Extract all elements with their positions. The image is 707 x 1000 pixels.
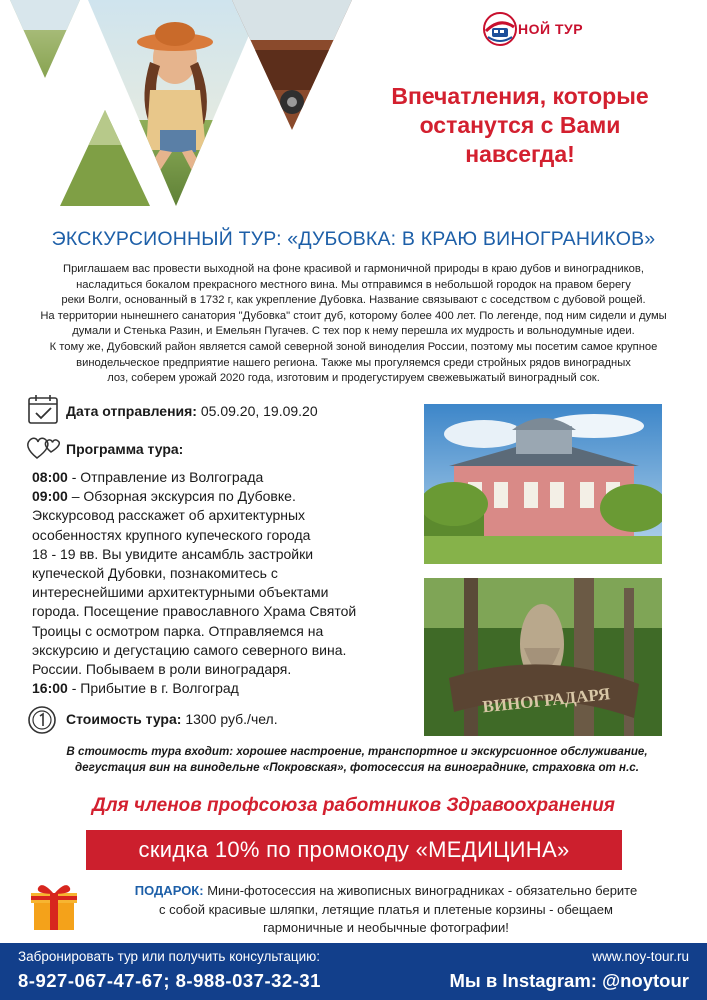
program-text: - Прибытие в г. Волгоград (67, 680, 239, 697)
departure-label: Дата отправления: (66, 403, 197, 419)
tour-price (66, 711, 278, 727)
departure-value: 05.09.20, 19.09.20 (196, 403, 318, 419)
wooden-sculpture-photo (424, 578, 662, 736)
gift-line: гармоничные и необычные фотографии! (263, 920, 509, 935)
slogan (360, 82, 680, 169)
program-time: 08:00 (32, 469, 68, 485)
gift-offer (86, 882, 686, 938)
intro-line: лоз, соберем урожай 2020 года, изготовим и продегустируем свежевыжатый виноградный сок. (107, 372, 600, 385)
price-includes (22, 744, 692, 776)
includes-line: В стоимость тура входит: хорошее настроение, транспортное и экскурсионное обслуживание, (66, 745, 648, 758)
logo-text: НОЙ ТУР (518, 21, 584, 37)
departure-dates (66, 403, 318, 419)
booking-label: Забронировать тур или получить консультацию: (18, 949, 320, 964)
intro-line: думали и Стенька Разин, и Емельян Пугачев. С тех пор к нему перешла их мудрость и вольнодумные идеи. (72, 325, 635, 338)
union-offer: Для членов профсоюза работников Здравоохранения (91, 795, 615, 816)
program-title: Программа тура: (66, 441, 184, 457)
intro-line: реки Волги, основанный в 1732 г, как укрепление Дубовка. Название связывают с соседством с дубовой рощей. (61, 294, 646, 307)
gift-line: с собой красивые шляпки, летящие платья и плетеные корзины - обещаем (159, 901, 613, 917)
program-time: 09:00 (32, 488, 68, 505)
intro-line: К тому же, Дубовский район является самой северной зоной виноделия России, поэтому мы посетим самое крупное (49, 340, 658, 353)
gift-label: ПОДАРОК: (134, 883, 204, 898)
coin-icon (26, 704, 58, 736)
promo-banner: скидка 10% по промокоду «МЕДИЦИНА» (86, 830, 622, 870)
includes-line: дегустация вин на винодельне «Покровская», фотосессия на винограднике, страховка от н.с. (75, 761, 639, 774)
intro-line: винодельческое предприятие нашего региона. Также мы прогуляемся среди стройных рядов виноградных (76, 356, 631, 369)
program-list (32, 468, 402, 698)
phone-numbers[interactable]: 8-927-067-47-67; 8-988-037-32-31 (18, 970, 321, 991)
program-description-line: экскурсию и дегустацию самого северного вина. (32, 641, 347, 658)
slogan-line: останутся с Вами (419, 112, 621, 138)
program-item (32, 468, 402, 487)
gift-line (86, 882, 686, 901)
sculpture-sign-text: ВИНОГРАДАРЯ (481, 684, 612, 717)
slogan-line: Впечатления, которые (391, 83, 649, 109)
footer-contacts (0, 943, 707, 1000)
gift-text: Мини-фотосессия на живописных виноградниках - обязательно берите (203, 883, 638, 898)
program-item (32, 487, 402, 506)
instagram-handle[interactable]: Мы в Instagram: @noytour (449, 970, 689, 991)
intro-line: насладиться бокалом прекрасного местного вина. Мы отправимся в небольшой городок на правом берегу (76, 278, 631, 291)
tour-title: ЭКСКУРСИОННЫЙ ТУР: «ДУБОВКА: В КРАЮ ВИНОГРАНИКОВ» (51, 228, 656, 250)
program-description-line: Троицы с осмотром парка. Отправляемся на (32, 622, 324, 639)
price-label: Стоимость тура: (66, 711, 182, 727)
ark-logo-icon (482, 11, 518, 47)
program-description-line: 18 - 19 вв. Вы увидите ансамбль застройки (32, 545, 314, 562)
program-text: - Отправление из Волгограда (67, 469, 264, 485)
website-link[interactable]: www.noy-tour.ru (592, 949, 689, 964)
calendar-icon (26, 392, 60, 426)
program-description-line: Экскурсовод расскажет об архитектурных (32, 507, 306, 524)
program-item (32, 679, 402, 698)
brand-logo (482, 8, 592, 50)
program-time: 16:00 (32, 680, 68, 697)
program-description-line: города. Посещение православного Храма Святой (32, 603, 357, 620)
gift-icon (28, 880, 80, 932)
intro-line: Приглашаем вас провести выходной на фоне красивой и гармоничной природы в краю дубов и виноградников, (63, 263, 644, 275)
program-description-line: России. Побываем в роли виноградаря. (32, 661, 292, 678)
program-description-line: купеческой Дубовки, познакомитесь с (32, 565, 278, 582)
program-description-line: интереснейшими архитектурными объектами (32, 584, 329, 601)
price-value: 1300 руб./чел. (181, 711, 278, 727)
hearts-icon (24, 432, 64, 462)
intro-text (6, 262, 701, 387)
intro-line: На территории нынешнего санатория "Дубовка" стоит дуб, которому более 400 лет. По легенде, под ним сидели и думы (40, 309, 667, 322)
program-description-line: особенностях крупного купеческого города (32, 526, 311, 543)
hero-banner (0, 0, 707, 222)
slogan-line: навсегда! (465, 141, 575, 167)
program-text: – Обзорная экскурсия по Дубовке. (67, 488, 296, 505)
merchant-house-photo (424, 404, 662, 564)
